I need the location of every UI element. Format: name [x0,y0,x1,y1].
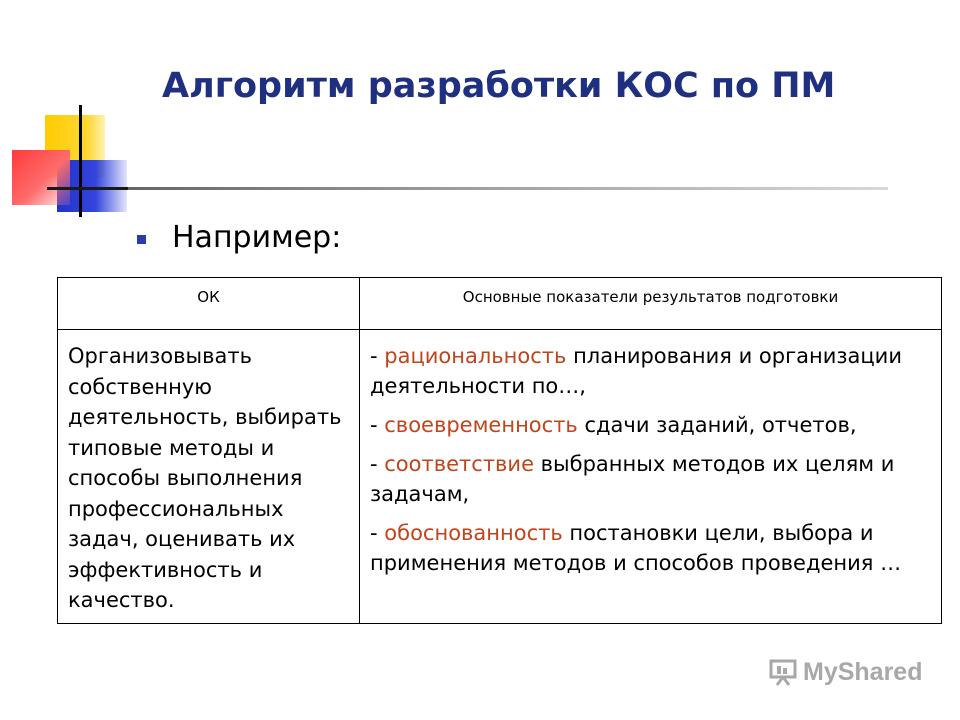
presentation-icon [768,657,798,687]
indicator-list [361,331,940,590]
bullet-square-icon [137,235,146,244]
indicator-item: - своевременность сдачи заданий, отчетов, [370,413,857,437]
watermark [768,657,922,687]
header-ok: ОК [58,278,360,330]
decorative-squares [0,0,140,230]
indicator-keyword: соответствие [384,452,534,476]
indicator-keyword: своевременность [384,413,578,437]
indicator-item: - обоснованность постановки цели, выбора и применения методов и способов проведения … [370,521,902,575]
title-underline [128,187,888,190]
table-header-row [58,278,942,330]
indicators-cell [360,330,942,624]
competence-text: Организовывать собственную деятельность, выбирать типовые методы и способы выполнения профессиональных задач, оценивать их эффективность и качество. [68,344,342,612]
horizontal-line-left [47,187,129,190]
watermark-text: MyShared [803,657,923,686]
bullet-item [137,220,341,255]
indicator-keyword: рациональность [384,344,567,368]
slide-title: Алгоритм разработки КОС по ПМ [162,66,836,106]
bullet-text: Например: [172,220,342,255]
indicator-keyword: обоснованность [384,521,563,545]
red-square [12,150,70,205]
vertical-line [79,105,82,217]
table-row [58,330,942,624]
header-indicators: Основные показатели результатов подготовки [360,278,942,330]
competence-cell [58,330,360,624]
indicator-item: - соответствие выбранных методов их целям и задачам, [370,452,895,506]
indicator-item: - рациональность планирования и организации деятельности по…, [370,344,902,398]
kos-table [57,277,942,624]
